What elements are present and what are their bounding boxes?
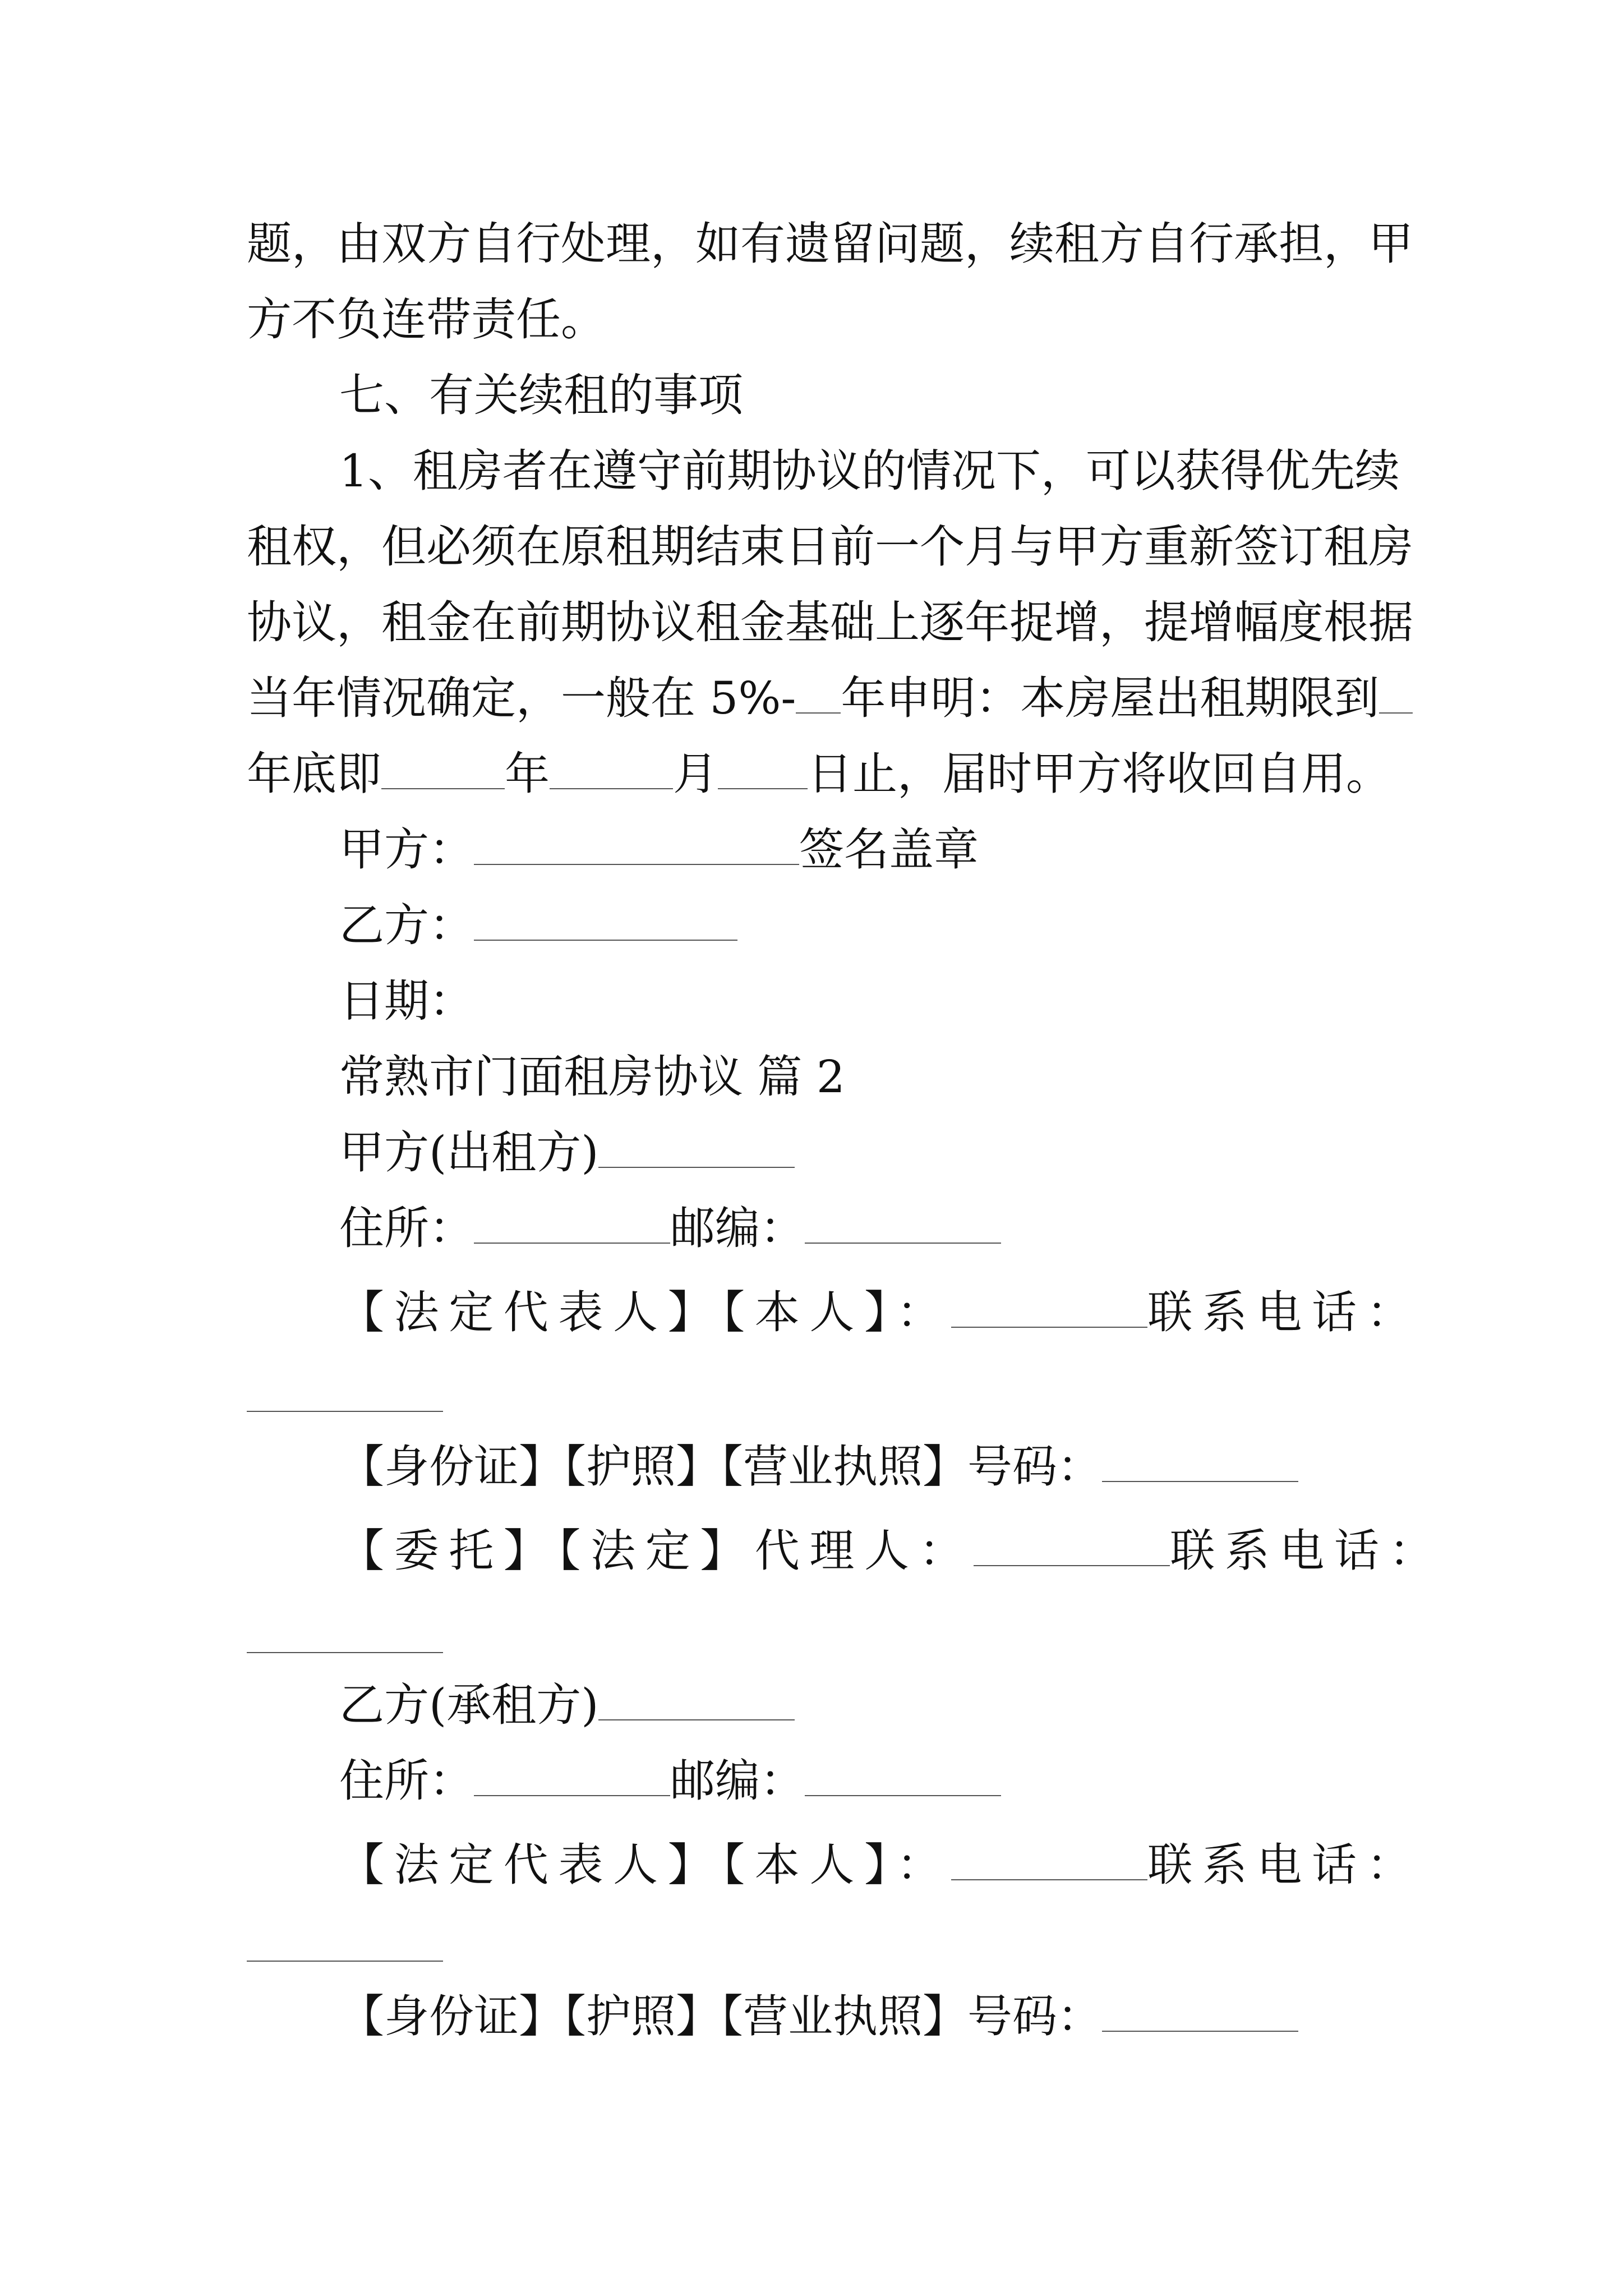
blank-field[interactable] <box>1102 1991 1298 2032</box>
address-line <box>339 1753 1472 1809</box>
address-line <box>339 1200 1472 1257</box>
text: 联系电话： <box>1147 1286 1422 1338</box>
text: 【委托】【法定】代理人： <box>339 1525 974 1577</box>
text: 当年情况确定，一般在 5%- <box>247 672 796 724</box>
blank-field[interactable] <box>796 673 841 714</box>
blank-field[interactable] <box>951 1840 1147 1880</box>
blank-field[interactable] <box>598 1680 795 1720</box>
text: 【法定代表人】【本人】： <box>339 1286 952 1338</box>
text: 租权，但必须在原租期结束日前一个月与甲方重新签订租房 <box>247 521 1413 573</box>
paragraph-line <box>247 670 1380 726</box>
paragraph-line <box>247 216 1413 272</box>
text: 甲方： <box>339 823 474 876</box>
blank-field[interactable] <box>1102 1442 1298 1482</box>
text: 甲方(出租方) <box>339 1126 599 1179</box>
blank-field[interactable] <box>718 749 808 789</box>
text: 年申明：本房屋出租期限到 <box>841 672 1380 724</box>
text: 邮编： <box>670 1755 805 1807</box>
paragraph-line <box>247 519 1413 575</box>
blank-field[interactable] <box>474 900 737 941</box>
blank-field[interactable] <box>1379 673 1413 714</box>
party-b-line <box>339 1677 1472 1733</box>
text: 【身份证】【护照】【营业执照】号码： <box>339 1990 1102 2042</box>
agent-line <box>339 1523 1472 1579</box>
blank-field[interactable] <box>974 1526 1170 1566</box>
text: 住所： <box>339 1755 474 1807</box>
text: 七、有关续租的事项 <box>339 369 743 421</box>
date-line <box>339 973 1472 1029</box>
blank-field[interactable] <box>247 1652 443 1653</box>
blank-field[interactable] <box>247 1961 443 1962</box>
text: 邮编： <box>670 1202 805 1254</box>
blank-field[interactable] <box>381 749 505 789</box>
paragraph-line <box>247 746 1391 802</box>
text: 签名盖章 <box>799 823 979 876</box>
text: 乙方(承租方) <box>339 1679 599 1731</box>
text: 住所： <box>339 1202 474 1254</box>
text: 年底即 <box>247 748 381 800</box>
party-b-signature <box>339 898 1472 954</box>
blank-field[interactable] <box>247 1411 443 1412</box>
text: 常熟市门面租房协议 篇 2 <box>339 1051 845 1103</box>
blank-field[interactable] <box>550 749 673 789</box>
id-number-line <box>339 1989 1472 2045</box>
party-a-line <box>339 1125 1472 1181</box>
text: 方不负连带责任。 <box>247 293 606 346</box>
text: 联系电话： <box>1170 1525 1444 1577</box>
paragraph-line <box>247 292 1380 348</box>
text: 乙方： <box>339 899 474 951</box>
text: 日期： <box>339 975 474 1027</box>
blank-field[interactable] <box>805 1756 1001 1796</box>
blank-field[interactable] <box>474 825 799 865</box>
text: 题，由双方自行处理，如有遗留问题，续租方自行承担，甲 <box>247 218 1413 270</box>
text: 【法定代表人】【本人】： <box>339 1839 952 1891</box>
document-heading <box>339 1049 1472 1105</box>
blank-field[interactable] <box>474 1203 670 1244</box>
id-number-line <box>339 1439 1472 1495</box>
party-a-signature <box>339 822 1472 878</box>
representative-line <box>339 1285 1472 1341</box>
blank-field[interactable] <box>951 1287 1147 1328</box>
paragraph-line <box>247 595 1413 651</box>
text: 【身份证】【护照】【营业执照】号码： <box>339 1441 1102 1493</box>
text: 月 <box>673 748 718 800</box>
text: 协议，租金在前期协议租金基础上逐年捉增，提增幅度根据 <box>247 596 1413 648</box>
section-heading <box>339 367 1472 424</box>
text: 1、租房者在遵守前期协议的情况下，可以获得优先续 <box>339 445 1400 497</box>
representative-line <box>339 1837 1472 1893</box>
text: 日止，届时甲方将收回自用。 <box>808 748 1391 800</box>
blank-field[interactable] <box>474 1756 670 1796</box>
blank-field[interactable] <box>598 1128 795 1168</box>
text: 年 <box>505 748 550 800</box>
paragraph-line <box>339 443 1472 499</box>
blank-field[interactable] <box>805 1203 1001 1244</box>
text: 联系电话： <box>1147 1839 1422 1891</box>
